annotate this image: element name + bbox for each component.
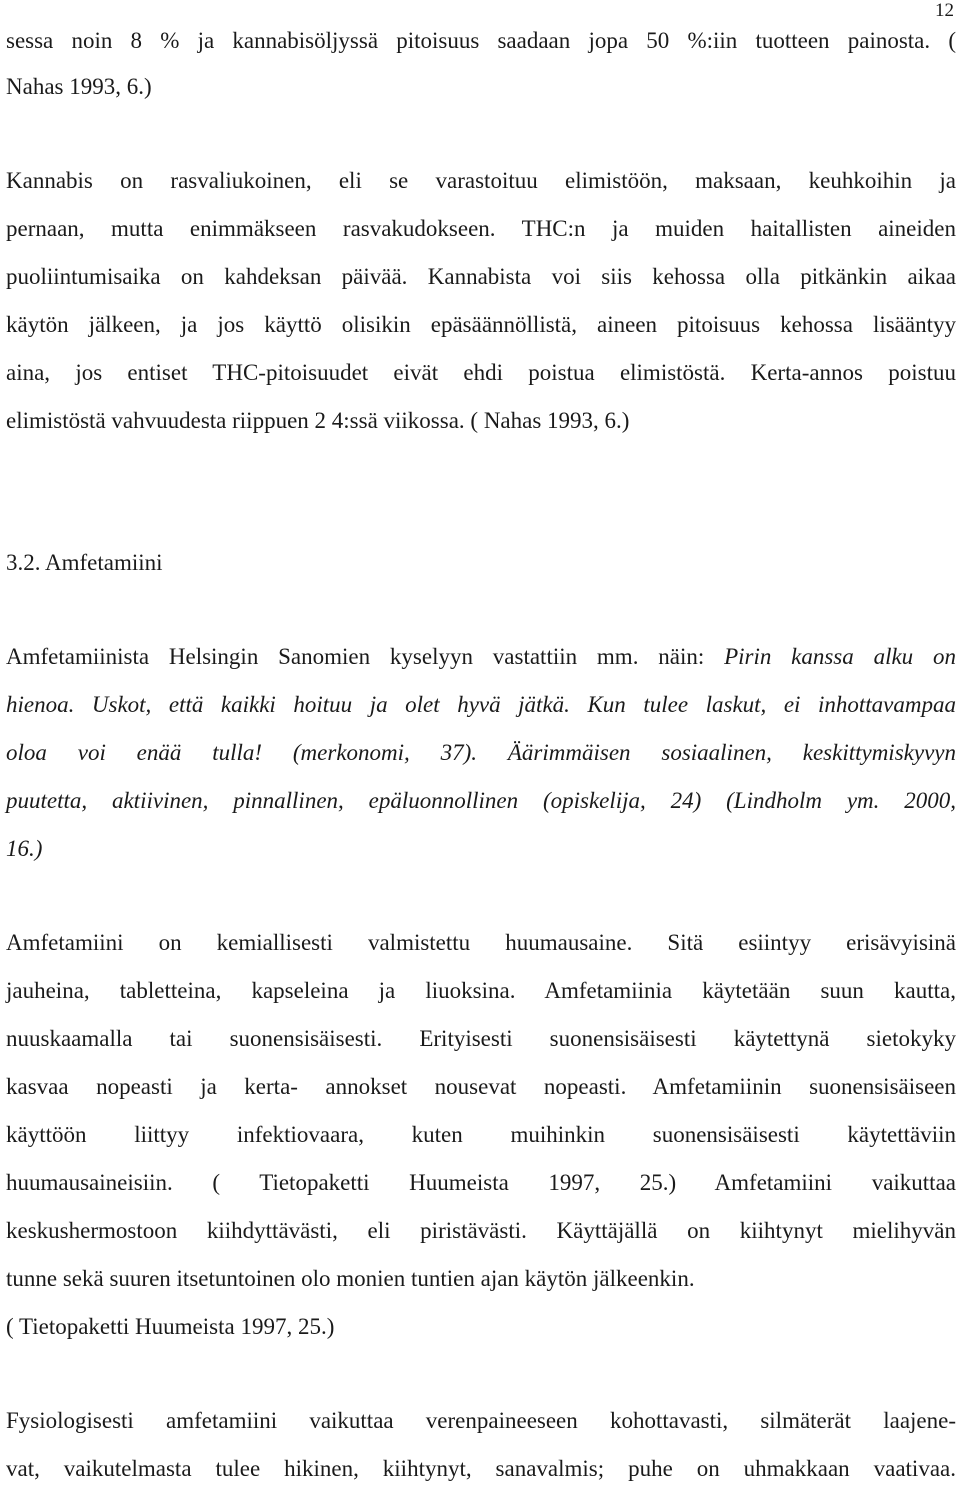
paragraph-line: kasvaa nopeasti ja kerta- annokset nousevat nopeasti. Amfetamiinin suonensisäiseen xyxy=(6,1074,956,1099)
paragraph-line: keskushermostoon kiihdyttävästi, eli piristävästi. Käyttäjällä on kiihtynyt mielihyvän xyxy=(6,1218,956,1243)
paragraph-line: pernaan, mutta enimmäkseen rasvakudokseen. THC:n ja muiden haitallisten aineiden xyxy=(6,216,956,241)
quote-text: hienoa. Uskot, että kaikki hoituu ja olet hyvä jätkä. Kun tulee laskut, ei inhottavampaa xyxy=(6,692,956,717)
paragraph-line: puoliintumisaika on kahdeksan päivää. Kannabista voi siis kehossa olla pitkänkin aikaa xyxy=(6,264,956,289)
paragraph-line: Kannabis on rasvaliukoinen, eli se varastoituu elimistöön, maksaan, keuhkoihin ja xyxy=(6,168,956,193)
paragraph-line: elimistöstä vahvuudesta riippuen 2 4:ssä viikossa. ( Nahas 1993, 6.) xyxy=(6,408,630,433)
paragraph-line xyxy=(6,738,956,768)
paragraph-line xyxy=(6,786,956,816)
paragraph-line: huumausaineisiin. ( Tietopaketti Huumeista 1997, 25.) Amfetamiini vaikuttaa xyxy=(6,1170,956,1195)
quote-text: Pirin kanssa alku on xyxy=(724,644,956,669)
paragraph-line: Amfetamiini on kemiallisesti valmistettu huumausaine. Sitä esiintyy erisävyisinä xyxy=(6,930,956,955)
paragraph-line: vat, vaikutelmasta tulee hikinen, kiihtynyt, sanavalmis; puhe on uhmakkaan vaativaa. xyxy=(6,1456,956,1481)
paragraph-line: sessa noin 8 % ja kannabisöljyssä pitoisuus saadaan jopa 50 %:iin tuotteen painosta. ( xyxy=(6,28,956,53)
quote-text: oloa voi enää tulla! (merkonomi, 37). Äärimmäisen sosiaalinen, keskittymiskyvyn xyxy=(6,740,956,765)
paragraph-line: nuuskaamalla tai suonensisäisesti. Erityisesti suonensisäisesti käytettynä sietokyky xyxy=(6,1026,956,1051)
paragraph-line: tunne sekä suuren itsetuntoinen olo monien tuntien ajan käytön jälkeenkin. xyxy=(6,1266,695,1291)
paragraph-line xyxy=(6,834,956,864)
section-heading: 3.2. Amfetamiini xyxy=(6,550,163,575)
paragraph-line: Nahas 1993, 6.) xyxy=(6,74,152,99)
quote-text: 16.) xyxy=(6,836,43,861)
page-number: 12 xyxy=(935,0,954,21)
paragraph-line xyxy=(6,642,956,672)
paragraph-line: ( Tietopaketti Huumeista 1997, 25.) xyxy=(6,1314,335,1339)
paragraph-line: Fysiologisesti amfetamiini vaikuttaa verenpaineeseen kohottavasti, silmäterät laajene- xyxy=(6,1408,956,1433)
paragraph-line xyxy=(6,690,956,720)
paragraph-line: käyttöön liittyy infektiovaara, kuten muihinkin suonensisäisesti käytettäviin xyxy=(6,1122,956,1147)
paragraph-line: käytön jälkeen, ja jos käyttö olisikin epäsäännöllistä, aineen pitoisuus kehossa lisääntyy xyxy=(6,312,956,337)
quote-text: puutetta, aktiivinen, pinnallinen, epäluonnollinen (opiskelija, 24) (Lindholm ym. 2000, xyxy=(6,788,956,813)
paragraph-line: aina, jos entiset THC-pitoisuudet eivät ehdi poistua elimistöstä. Kerta-annos poistuu xyxy=(6,360,956,385)
quote-intro: Amfetamiinista Helsingin Sanomien kyselyyn vastattiin mm. näin: xyxy=(6,644,705,669)
paragraph-line: jauheina, tabletteina, kapseleina ja liuoksina. Amfetamiinia käytetään suun kautta, xyxy=(6,978,956,1003)
